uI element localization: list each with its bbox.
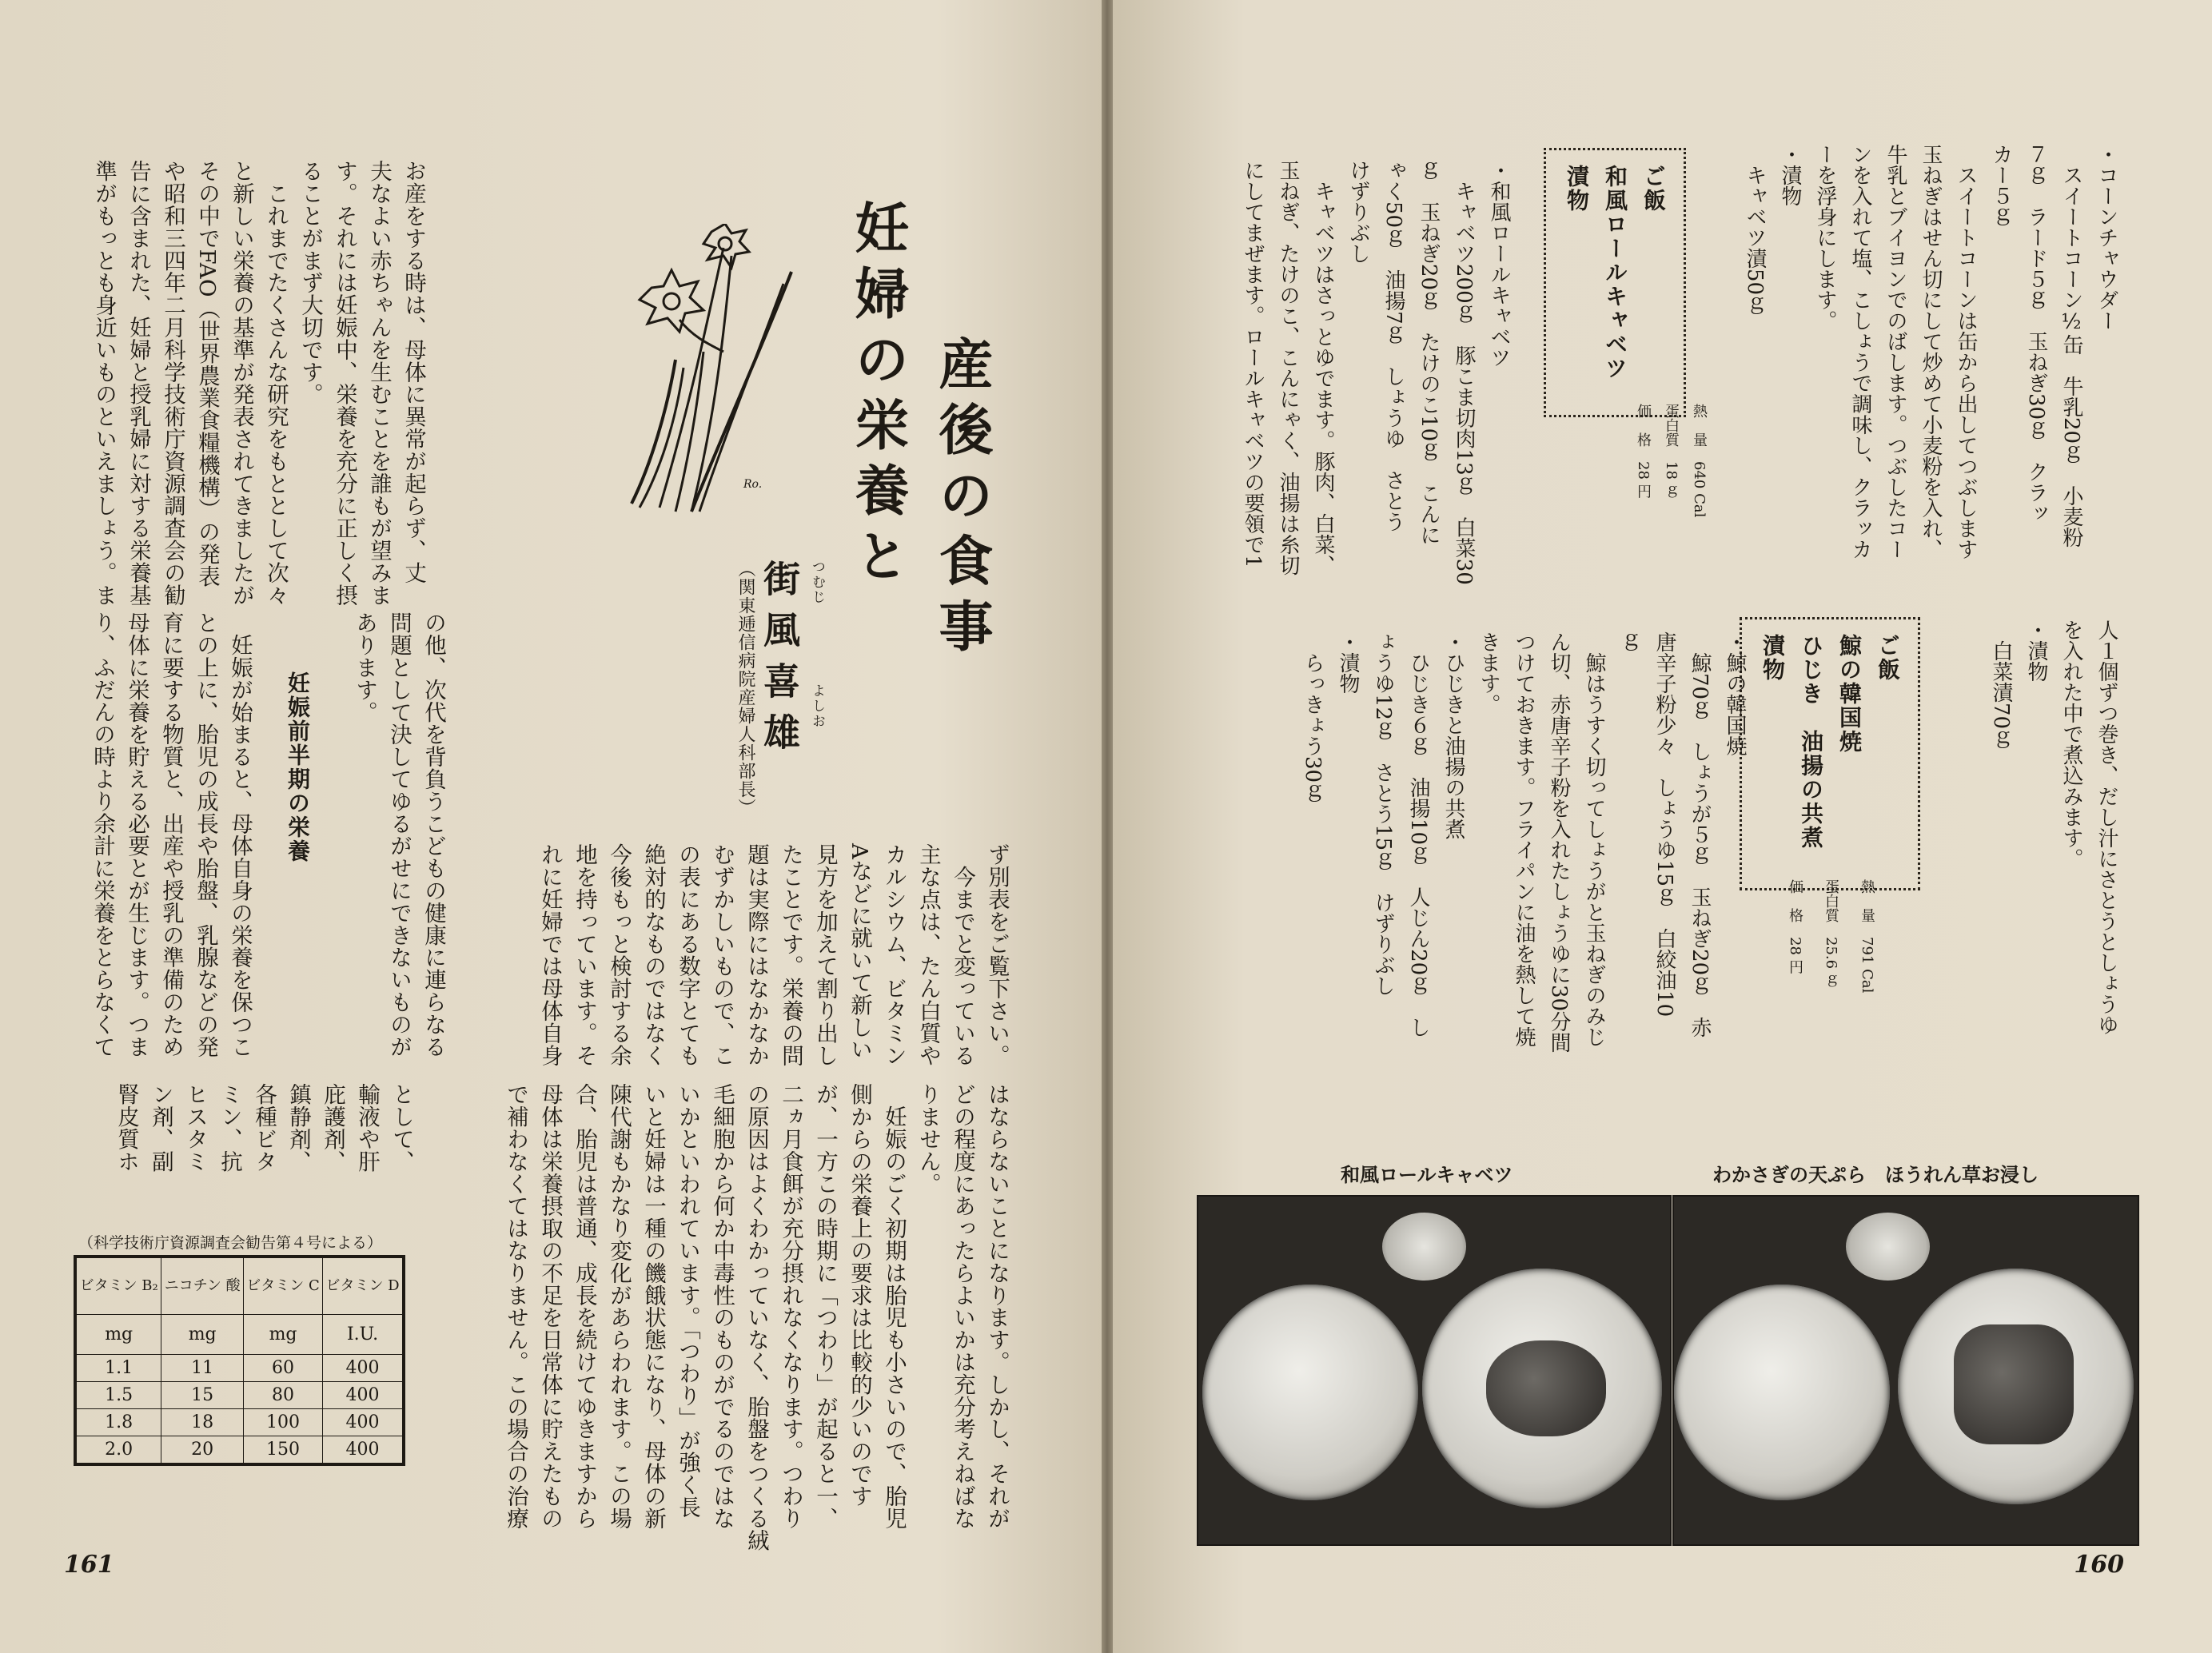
table-unit: mg [161, 1315, 244, 1355]
recipe-text: ｇ 玉ねぎ20ｇ たけのこ10ｇ こんに [1417, 160, 1441, 546]
side-col-8: 題は実際にはなかなか [743, 843, 769, 1066]
intro-col-3: す。それには妊娠中、栄養を充分に正しく摂 [332, 160, 357, 606]
lower-col-8: の原因はよくわかっていなく、胎盤をつくる絨 [743, 1083, 769, 1551]
lower-col-7: 二ヵ月食餌が充分摂れなくなります。つわり [778, 1083, 803, 1529]
lower-col-10: いかといわれています。「つわり」が強く長 [675, 1083, 700, 1519]
recipe-text: 玉ねぎ、たけのこ、こんにゃく、油揚は糸切 [1276, 160, 1300, 576]
short-col-4: 鎮静剤、 [285, 1083, 311, 1173]
recipe-text: キャベツ漬50ｇ [1743, 144, 1767, 317]
intro-col-8: や昭和三四年二月科学技術庁資源調査会の勧 [160, 160, 185, 606]
recipe-text: カー５ｇ [1989, 144, 2013, 227]
table-caption: （科学技術庁資源調査会勧告第４号による） [78, 1234, 383, 1252]
recipe-text: 玉ねぎはせん切にして炒めて小麦粉を入れ、 [1919, 144, 1943, 560]
menu1-nutrition-3: 価 格 28 円 [1635, 404, 1652, 499]
recipe-text: 白菜漬70ｇ [1989, 619, 2013, 751]
photo-rolled-cabbage [1197, 1195, 1672, 1546]
table-row [75, 1409, 404, 1436]
menu-item: 鯨の韓国焼 [1836, 634, 1863, 754]
recipe-text: にしてまぜます。ロールキャベツの要領で1 [1241, 160, 1265, 568]
photo-caption-right: わかさぎの天ぷら ほうれん草お浸し [1712, 1164, 2039, 1186]
table-cell: 100 [244, 1409, 323, 1436]
recipe-text: ・漬物 [1336, 631, 1360, 694]
vitamin-table [74, 1255, 405, 1466]
side-col-12: 今後もっと検討する余 [606, 843, 632, 1066]
menu1-nutrition-2: 蛋白質 18 ｇ [1663, 404, 1680, 499]
side-col-2: 今までと変っている [950, 843, 975, 1066]
menu1-nutrition-1: 熱 量 640 Cal [1691, 404, 1708, 518]
recipe-text: ンを入れて塩、こしょうで調味し、クラッカ [1848, 144, 1872, 560]
lower-col-2: どの程度にあったらよいかは充分考えねばな [950, 1083, 975, 1529]
short-col-8: ン剤、副 [148, 1083, 173, 1173]
middle-bottom-col-3: 育に要する物質と、出産や授乳の準備のため [158, 611, 184, 1058]
intro-col-9: 告に含まれた、妊婦と授乳婦に対する栄養基 [126, 160, 151, 606]
middle-top-col-2: 問題として決してゆるがせにできないものが [386, 611, 412, 1058]
photo-tempura [1672, 1195, 2139, 1546]
short-col-1: として、 [389, 1083, 414, 1173]
recipe-text: きます。 [1477, 631, 1501, 715]
side-col-7: たことです。栄養の問 [778, 843, 803, 1066]
recipe-text: スイートコーンは缶から出してつぶします [1954, 144, 1978, 560]
author-affiliation: （関東逓信病院産婦人科部長） [735, 560, 755, 817]
table-cell: 1.1 [75, 1355, 161, 1382]
lower-col-6: が、一方この時期に「つわり」が起ると一、 [812, 1083, 838, 1529]
side-col-3: 主な点は、たん白質や [915, 843, 941, 1066]
recipe-text: キャベツはさっとゆでます。豚肉、白菜、 [1311, 160, 1335, 576]
recipe-text: ・漬物 [1778, 144, 1802, 206]
menu-item: ご飯 [1640, 165, 1667, 213]
recipe-text: ｇ [1617, 631, 1641, 652]
recipe-text: ゃく50ｇ 油揚7ｇ しょうゆ さとう [1381, 160, 1405, 532]
page-number-left: 161 [64, 1551, 114, 1579]
side-col-11: 絶対的なものではなく [640, 843, 666, 1066]
table-cell: 400 [323, 1436, 404, 1465]
intro-col-7: その中でFAO（世界農業食糧機構）の発表 [194, 160, 220, 588]
lower-col-14: 母体は栄養摂取の不足を日常体に貯えたもの [537, 1083, 563, 1529]
middle-bottom-col-1: 妊娠が始まると、母体自身の栄養を保つこ [227, 611, 253, 1058]
recipe-text: を入れた中で煮込みます。 [2059, 619, 2083, 869]
recipe-text: 鯨70ｇ しょうが５ｇ 玉ねぎ20ｇ 赤 [1688, 631, 1712, 1038]
recipe-text: 唐辛子粉少々 しょうゆ15ｇ 白絞油10 [1652, 631, 1676, 1018]
menu2-nutrition-1: 熱 量 791 Cal [1859, 879, 1875, 994]
table-unit: mg [75, 1315, 161, 1355]
lower-col-13: 合、胎児は普通、成長を続けてゆきますから [572, 1083, 597, 1529]
recipe-text: ・ひじきと油揚の共煮 [1441, 631, 1465, 839]
lower-col-3: りません。 [915, 1083, 941, 1195]
recipe-text: つけておきます。フライパンに油を熱して焼 [1512, 631, 1536, 1047]
intro-col-1: お産をする時は、母体に異常が起らず、丈 [401, 160, 426, 584]
small-bowl [1382, 1213, 1466, 1281]
intro-col-4: ることがまず大切です。 [297, 160, 323, 405]
table-cell: 1.8 [75, 1409, 161, 1436]
table-cell: 11 [161, 1355, 244, 1382]
author-ruby-surname: つむじ [809, 560, 825, 605]
short-col-2: 輸液や肝 [354, 1083, 380, 1173]
table-cell: 150 [244, 1436, 323, 1465]
lower-col-5: 側からの栄養上の要求は比較的少いのです [847, 1083, 872, 1508]
svg-text:Ro.: Ro. [743, 478, 763, 491]
side-col-13: 地を持っています。そ [572, 843, 597, 1066]
table-cell: 80 [244, 1382, 323, 1409]
table-cell: 400 [323, 1355, 404, 1382]
side-col-9: むずかしいもので、こ [709, 843, 735, 1066]
table-cell: 18 [161, 1409, 244, 1436]
table-header: ニコチン 酸 [161, 1257, 244, 1315]
table-cell: 1.5 [75, 1382, 161, 1409]
rolled-cabbage-food [1486, 1340, 1606, 1436]
side-col-5: Aなどに就いて新しい [847, 843, 872, 1061]
tempura-food [1954, 1324, 2074, 1444]
table-unit: mg [244, 1315, 323, 1355]
table-header: ビタミン B₂ [75, 1257, 161, 1315]
table-unit: I.U. [323, 1315, 404, 1355]
middle-top-col-1: の他、次代を背負うこどもの健康に連らなる [420, 611, 446, 1058]
side-col-4: カルシウム、ビタミン [881, 843, 907, 1066]
recipe-text: ひじき６ｇ 油揚10ｇ 人じん20ｇ し [1406, 631, 1430, 1038]
side-col-10: の表にある数字とても [675, 843, 700, 1066]
side-col-6: 見方を加えて割り出し [812, 843, 838, 1066]
right-page [1113, 0, 2212, 1653]
author-ruby-given: よしお [809, 683, 825, 729]
side-col-14: れに妊婦では母体自身 [537, 843, 563, 1066]
recipe-text: 鯨はうすく切ってしょうがと玉ねぎのみじ [1582, 631, 1606, 1047]
table-row [75, 1355, 404, 1382]
menu-box-2 [1740, 617, 1920, 890]
recipe-text: ・和風ロールキャベツ [1487, 160, 1511, 368]
table-cell: 400 [323, 1382, 404, 1409]
menu-item: ご飯 [1875, 634, 1901, 682]
recipe-text: ・コーンチャウダー [2094, 144, 2118, 331]
table-row [75, 1382, 404, 1409]
table-header: ビタミン C [244, 1257, 323, 1315]
article-title-line1: 妊婦の栄養と [846, 200, 910, 593]
short-col-3: 庇護剤、 [320, 1083, 345, 1173]
recipe-text: らっきょう30ｇ [1301, 631, 1325, 804]
table-cell: 400 [323, 1409, 404, 1436]
intro-col-2: 夫なよい赤ちゃんを生むことを誰もが望みま [366, 160, 392, 606]
rice-plate [1202, 1285, 1418, 1500]
menu2-nutrition-3: 価 格 28 円 [1787, 879, 1803, 974]
table-cell: 15 [161, 1382, 244, 1409]
left-page [0, 0, 1102, 1653]
menu-item: ひじき 油揚の共煮 [1798, 634, 1824, 850]
recipe-text: ん切、赤唐辛子粉を入れたしょうゆに30分間 [1547, 631, 1571, 1054]
table-header: ビタミン D [323, 1257, 404, 1315]
intro-col-5: これまでたくさんな研究をもととして次々 [263, 160, 289, 606]
recipe-text: ・鯨の韓国焼 [1723, 631, 1747, 756]
table-cell: 60 [244, 1355, 323, 1382]
recipe-text: ・漬物 [2024, 619, 2048, 682]
table-cell: 20 [161, 1436, 244, 1465]
narcissus-illustration [604, 224, 803, 520]
recipe-text: スイートコーン½缶 牛乳20ｇ 小麦粉 [2059, 144, 2083, 548]
recipe-text: ょうゆ12ｇ さとう15ｇ けずりぶし [1371, 631, 1395, 997]
middle-top-col-3: あります。 [352, 611, 377, 723]
middle-bottom-col-2: との上に、胎児の成長や胎盤、乳腺などの発 [193, 611, 218, 1058]
rice-plate [1674, 1285, 1890, 1500]
menu-item: 和風ロールキャベツ [1602, 165, 1628, 380]
side-col-1: ず別表をご覧下さい。 [984, 843, 1010, 1066]
short-col-5: 各種ビタ [251, 1083, 277, 1173]
middle-bottom-col-4: 母体に栄養を貯える必要とが生じます。つま [124, 611, 149, 1058]
menu-item: 漬物 [1564, 165, 1590, 213]
menu-item: 漬物 [1760, 634, 1786, 682]
table-cell: 2.0 [75, 1436, 161, 1465]
lower-col-9: 毛細胞から何か中毒性のものがでるのではな [709, 1083, 735, 1529]
short-col-9: 腎皮質ホ [114, 1083, 139, 1173]
recipe-text: ーを浮身にします。 [1813, 144, 1837, 331]
lower-col-11: いと妊婦は一種の饑餓状態になり、母体の新 [640, 1083, 666, 1529]
recipe-text: 牛乳とブイヨンでのばします。つぶしたコー [1883, 144, 1907, 560]
lower-col-1: はならないことになります。しかし、それが [984, 1083, 1010, 1529]
lower-col-12: 陳代謝もかなり変化があらわれます。この場 [606, 1083, 632, 1529]
short-col-6: ミン、抗 [217, 1083, 242, 1173]
author-name: 街風喜雄 [758, 560, 801, 764]
lower-col-4: 妊娠のごく初期は胎児も小さいので、胎児 [881, 1083, 907, 1529]
recipe-text: キャベツ200ｇ 豚こま切肉13ｇ 白菜30 [1452, 160, 1476, 585]
menu-box-1 [1544, 148, 1686, 417]
recipe-text: けずりぶし [1346, 160, 1370, 264]
table-row [75, 1436, 404, 1465]
page-number-right: 160 [2074, 1551, 2124, 1579]
intro-col-10: 準がもっとも身近いものといえましょう。ま [91, 160, 117, 606]
short-col-7: ヒスタミ [182, 1083, 208, 1173]
small-bowl [1846, 1213, 1930, 1281]
article-title-line2: 産後の食事 [930, 336, 994, 663]
lower-col-15: で補わなくてはなりません。この場合の治療 [503, 1083, 528, 1529]
recipe-text: ７ｇ ラード５ｇ 玉ねぎ30ｇ クラッ [2024, 144, 2048, 524]
middle-bottom-col-5: り、ふだんの時より余計に栄養をとらなくて [90, 611, 115, 1058]
recipe-text: 人１個ずつ巻き、だし汁にさとうとしょうゆ [2094, 619, 2118, 1035]
intro-col-6: と新しい栄養の基準が発表されてきましたが [229, 160, 254, 606]
section-heading: 妊娠前半期の栄養 [285, 671, 311, 863]
photo-caption-left: 和風ロールキャベツ [1341, 1164, 1513, 1186]
menu2-nutrition-2: 蛋白質 25.6 ｇ [1823, 879, 1839, 988]
